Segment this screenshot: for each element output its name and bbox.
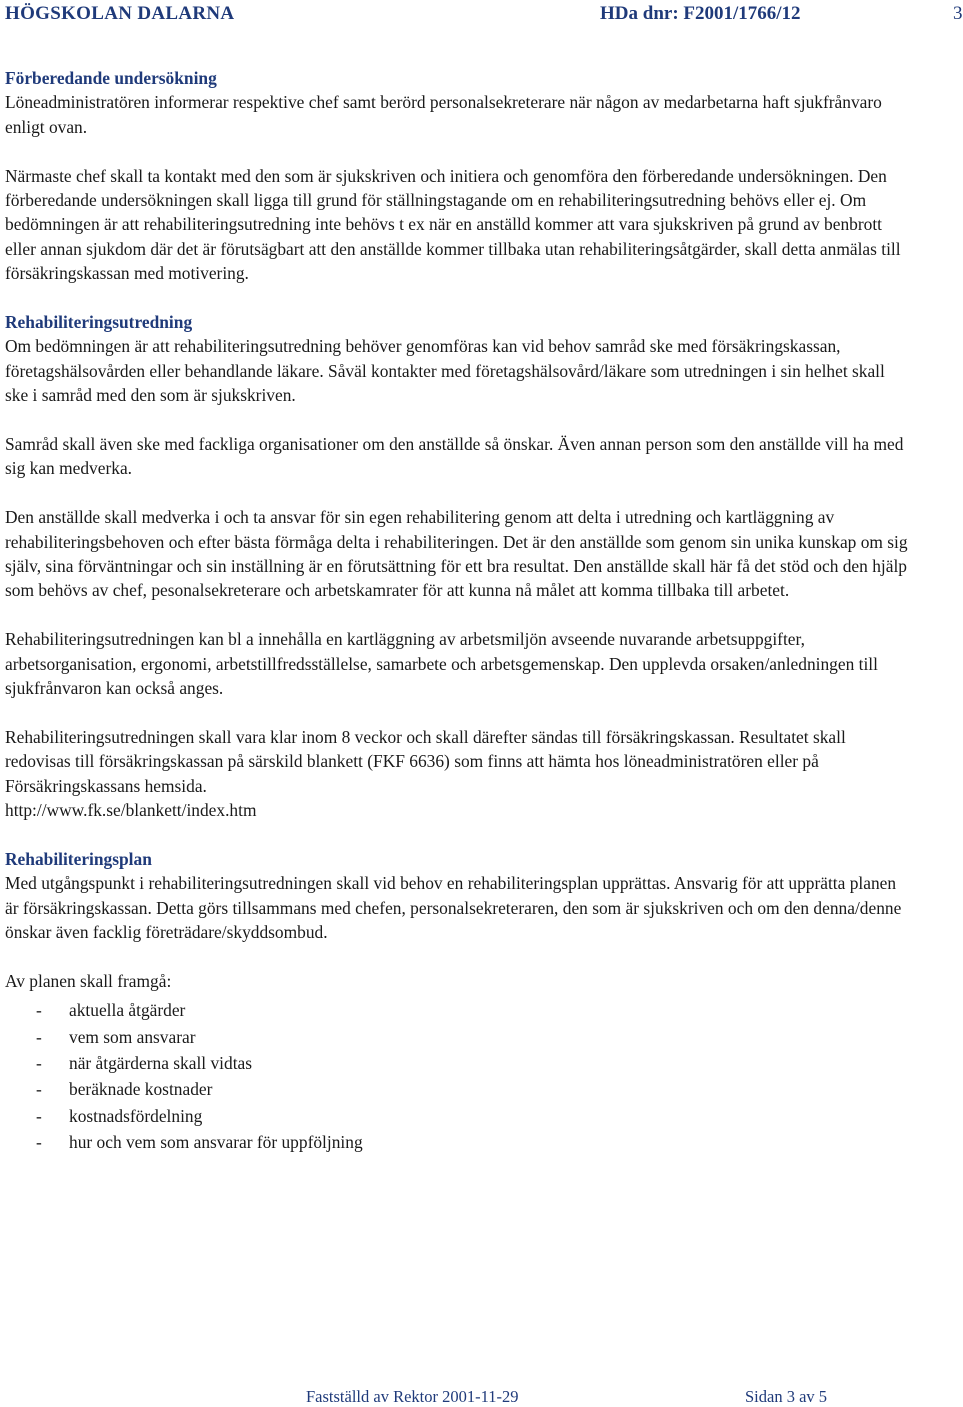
plan-requirements-list bbox=[5, 997, 910, 1155]
paragraph-investigation-2: Samråd skall även ske med fackliga organisationer om den anställde så önskar. Även annan person som den anställde vill ha med sig kan medverka. bbox=[5, 434, 904, 479]
approval-note: Fastställd av Rektor 2001-11-29 bbox=[306, 1387, 519, 1406]
header-page-number: 3 bbox=[953, 3, 963, 24]
list-item: - när åtgärderna skall vidtas bbox=[5, 1050, 910, 1076]
paragraph-prep-1: Löneadministratören informerar respektive chef samt berörd personalsekreterare när någon av medarbetarna haft sjukfrånvaro enligt ovan. bbox=[5, 92, 882, 137]
paragraph-investigation-5: Rehabiliteringsutredningen skall vara klar inom 8 veckor och skall därefter sändas till försäkringskassan. Resultatet skall redovisas till försäkringskassan på särskild blankett (FKF 6636) som finns att hämta hos löneadministratören eller på Försäkringskassans hemsida. bbox=[5, 726, 846, 796]
list-intro: Av planen skall framgå: bbox=[5, 970, 172, 991]
paragraph-investigation-4: Rehabiliteringsutredningen kan bl a innehålla en kartläggning av arbetsmiljön avseende nuvarande arbetsuppgifter, arbetsorganisation, ergonomi, arbetstillfredsställelse, samarbete och arbetsgemenskap. Den upplevda orsaken/anledningen till sjukfrånvaron kan också anges. bbox=[5, 629, 878, 699]
footer-page-indicator: Sidan 3 av 5 bbox=[745, 1387, 828, 1406]
form-link[interactable]: http://www.fk.se/blankett/index.htm bbox=[5, 800, 257, 821]
section-title-preparatory: Förberedande undersökning bbox=[5, 68, 217, 88]
list-item: - beräknade kostnader bbox=[5, 1076, 910, 1102]
dash-bullet: - bbox=[36, 1079, 42, 1100]
dash-bullet: - bbox=[36, 1000, 42, 1021]
paragraph-investigation-1: Om bedömningen är att rehabiliteringsutredning behöver genomföras kan vid behov samråd ske med försäkringskassan, företagshälsovården eller behandlande läkare. Såväl kontakter med företagshälsovård/läkare som utredningen i sin helhet skall ske i samråd med den som är sjukskriven. bbox=[5, 336, 885, 406]
list-item: - hur och vem som ansvarar för uppföljning bbox=[5, 1129, 910, 1155]
dash-bullet: - bbox=[36, 1131, 42, 1152]
list-item: - vem som ansvarar bbox=[5, 1024, 910, 1050]
document-body bbox=[5, 66, 910, 1155]
paragraph-investigation-3: Den anställde skall medverka i och ta ansvar för sin egen rehabilitering genom att delta i utredning och kartläggning av rehabiliteringsbehoven och efter bästa förmåga delta i rehabiliteringen. Det är den anställde som genom sin unika kunskap om sig själv, sina förväntningar och sin inställning är en förutsättning för ett bra resultat. Den anställde skall här få det stöd och den hjälp som behövs av chef, pesonalsekreterare och arbetskamrater för att kunna nå målet att komma tillbaka till arbetet. bbox=[5, 507, 908, 601]
document-number: HDa dnr: F2001/1766/12 bbox=[600, 3, 801, 24]
paragraph-plan-1: Med utgångspunkt i rehabiliteringsutredningen skall vid behov en rehabiliteringsplan upprättas. Ansvarig för att upprätta planen är försäkringskassan. Detta görs tillsammans med chefen, personalsekreteraren, den som är sjukskriven och om den denna/denne önskar även facklig företrädare/skyddsombud. bbox=[5, 873, 902, 943]
paragraph-prep-2: Närmaste chef skall ta kontakt med den som är sjukskriven och initiera och genomföra den förberedande undersökningen. Den förberedande undersökningen skall ligga till grund för ställningstagande om en rehabiliteringsutredning behövs eller ej. Om bedömningen är att rehabiliteringsutredning inte behövs t ex när en anställd kommer att vara sjukskriven på grund av benbrott eller annan sjukdom där det är förutsägbart att den anställde kommer tillbaka utan rehabiliteringsåtgärder, skall detta anmälas till försäkringskassan med motivering. bbox=[5, 165, 901, 284]
dash-bullet: - bbox=[36, 1105, 42, 1126]
list-item: - kostnadsfördelning bbox=[5, 1103, 910, 1129]
list-item: - aktuella åtgärder bbox=[5, 997, 910, 1023]
dash-bullet: - bbox=[36, 1026, 42, 1047]
section-title-plan: Rehabiliteringsplan bbox=[5, 848, 152, 869]
dash-bullet: - bbox=[36, 1052, 42, 1073]
school-name: HÖGSKOLAN DALARNA bbox=[5, 3, 235, 24]
section-title-investigation: Rehabiliteringsutredning bbox=[5, 312, 193, 333]
page-header bbox=[0, 0, 963, 30]
